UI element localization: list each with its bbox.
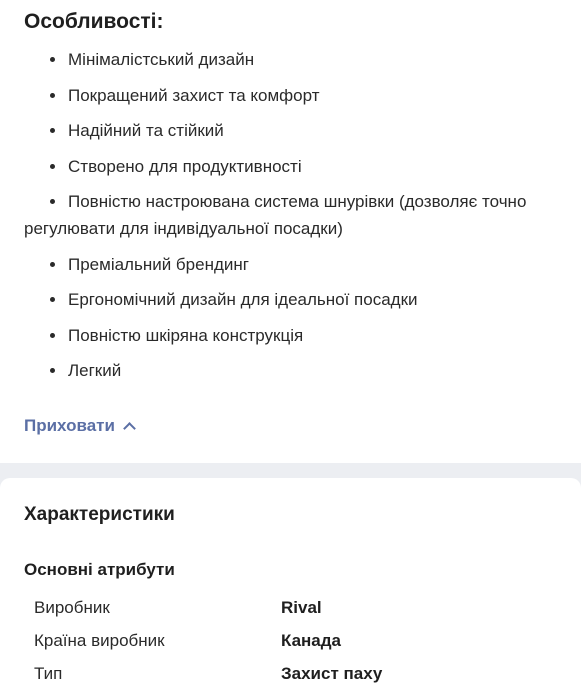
features-list: [24, 46, 581, 393]
spec-key: Країна виробник: [34, 631, 165, 650]
feature-item: Покращений захист та комфорт: [24, 82, 581, 109]
spec-row: [34, 595, 554, 621]
specs-card: [0, 478, 581, 700]
specs-title: Характеристики: [24, 504, 175, 525]
spec-key: Виробник: [34, 598, 110, 617]
feature-item: Надійний та стійкий: [24, 117, 581, 144]
spec-value: Захист паху: [281, 664, 383, 683]
feature-item: Легкий: [24, 357, 581, 384]
spec-value: Rival: [281, 598, 322, 617]
feature-item: Повністю настроювана система шнурівки (дозволяє точно регулювати для індивідуальної посадки): [24, 192, 527, 238]
spec-row: [34, 661, 554, 687]
feature-item: Повністю шкіряна конструкція: [24, 322, 581, 349]
hide-button[interactable]: [24, 414, 134, 438]
spec-key: Тип: [34, 664, 63, 683]
bullet-icon: [50, 164, 55, 169]
bullet-icon: [50, 297, 55, 302]
bullet-icon: [50, 93, 55, 98]
hide-label: Приховати: [24, 416, 115, 435]
spec-row: [34, 628, 554, 654]
feature-item: Створено для продуктивності: [24, 153, 581, 180]
bullet-icon: [50, 333, 55, 338]
spec-value: Канада: [281, 631, 342, 650]
feature-item: Мінімалістський дизайн: [24, 46, 581, 73]
feature-item: Ергономічний дизайн для ідеальної посадки: [24, 286, 581, 313]
bullet-icon: [50, 262, 55, 267]
specs-subtitle: Основні атрибути: [24, 560, 175, 579]
bullet-icon: [50, 57, 55, 62]
bullet-icon: [50, 368, 55, 373]
feature-item: Преміальний брендинг: [24, 251, 581, 278]
features-title: Особливості:: [24, 10, 164, 33]
bullet-icon: [50, 128, 55, 133]
chevron-up-icon: [123, 422, 136, 435]
bullet-icon: [50, 199, 55, 204]
